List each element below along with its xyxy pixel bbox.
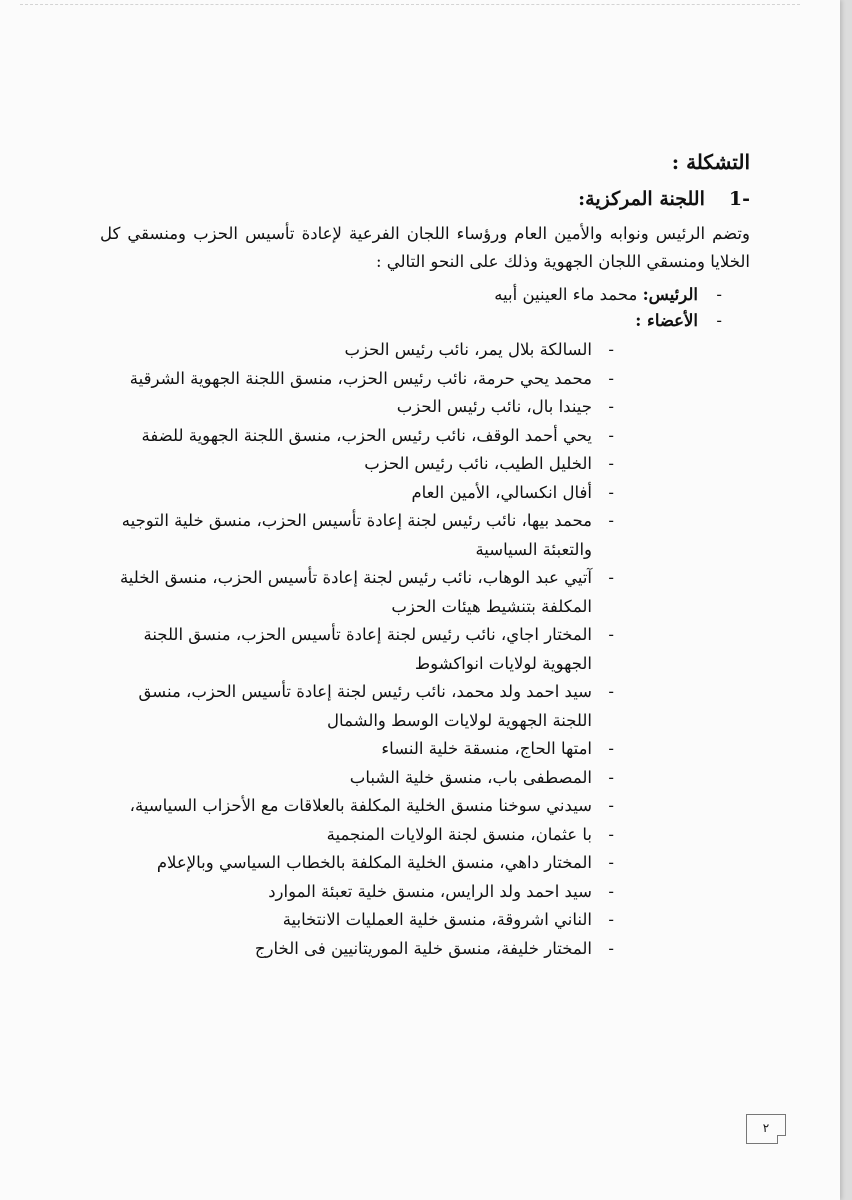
- list-item: - جيندا بال، نائب رئيس الحزب: [100, 393, 698, 422]
- president-item: [100, 282, 750, 308]
- scan-edge-line: [20, 4, 800, 5]
- section-title: التشكلة :: [671, 150, 750, 174]
- intro-paragraph: وتضم الرئيس ونوابه والأمين العام ورؤساء اللجان الفرعية لإعادة تأسيس الحزب ومنسقي كل الخلايا ومنسقي اللجان الجهوية وذلك على النحو التالي :: [100, 224, 750, 271]
- president-name: محمد ماء العينين أبيه: [494, 285, 638, 304]
- list-item: - المصطفى باب، منسق خلية الشباب: [100, 764, 698, 793]
- list-item: - امتها الحاج، منسقة خلية النساء: [100, 735, 698, 764]
- subsection-heading: [100, 188, 750, 210]
- subsection-number: -1: [728, 188, 750, 210]
- list-item: - آتيي عبد الوهاب، نائب رئيس لجنة إعادة تأسيس الحزب، منسق الخلية المكلفة بتنشيط هيئات الحزب: [100, 564, 698, 621]
- list-item: - سيدني سوخنا منسق الخلية المكلفة بالعلاقات مع الأحزاب السياسية،: [100, 792, 698, 821]
- list-item: - المختار خليفة، منسق خلية الموريتانيين فى الخارج: [100, 935, 698, 964]
- subsection-title: اللجنة المركزية:: [578, 188, 705, 210]
- list-item: - سيد احمد ولد الرايس، منسق خلية تعبئة الموارد: [100, 878, 698, 907]
- document-body: [100, 150, 750, 963]
- committee-list: [100, 282, 750, 963]
- list-item: - أفال انكسالي، الأمين العام: [100, 479, 698, 508]
- members-list: [100, 336, 698, 963]
- page-number: ٢: [746, 1114, 786, 1144]
- list-item: - سيد احمد ولد محمد، نائب رئيس لجنة إعادة تأسيس الحزب، منسق اللجنة الجهوية لولايات الوسط والشمال: [100, 678, 698, 735]
- president-label: الرئيس:: [642, 285, 698, 304]
- list-item: - المختار داهي، منسق الخلية المكلفة بالخطاب السياسي وبالإعلام: [100, 849, 698, 878]
- members-item: [100, 308, 750, 963]
- list-item: - با عثمان، منسق لجنة الولايات المنجمية: [100, 821, 698, 850]
- list-item: - الناني اشروقة، منسق خلية العمليات الانتخابية: [100, 906, 698, 935]
- list-item: - السالكة بلال يمر، نائب رئيس الحزب: [100, 336, 698, 365]
- list-item: - المختار اجاي، نائب رئيس لجنة إعادة تأسيس الحزب، منسق اللجنة الجهوية لولايات انواكشوط: [100, 621, 698, 678]
- list-item: - محمد بيها، نائب رئيس لجنة إعادة تأسيس الحزب، منسق خلية التوجيه والتعبئة السياسية: [100, 507, 698, 564]
- list-item: - محمد يحي حرمة، نائب رئيس الحزب، منسق اللجنة الجهوية الشرقية: [100, 365, 698, 394]
- members-label: الأعضاء :: [635, 311, 698, 330]
- list-item: - يحي أحمد الوقف، نائب رئيس الحزب، منسق اللجنة الجهوية للضفة: [100, 422, 698, 451]
- list-item: - الخليل الطيب، نائب رئيس الحزب: [100, 450, 698, 479]
